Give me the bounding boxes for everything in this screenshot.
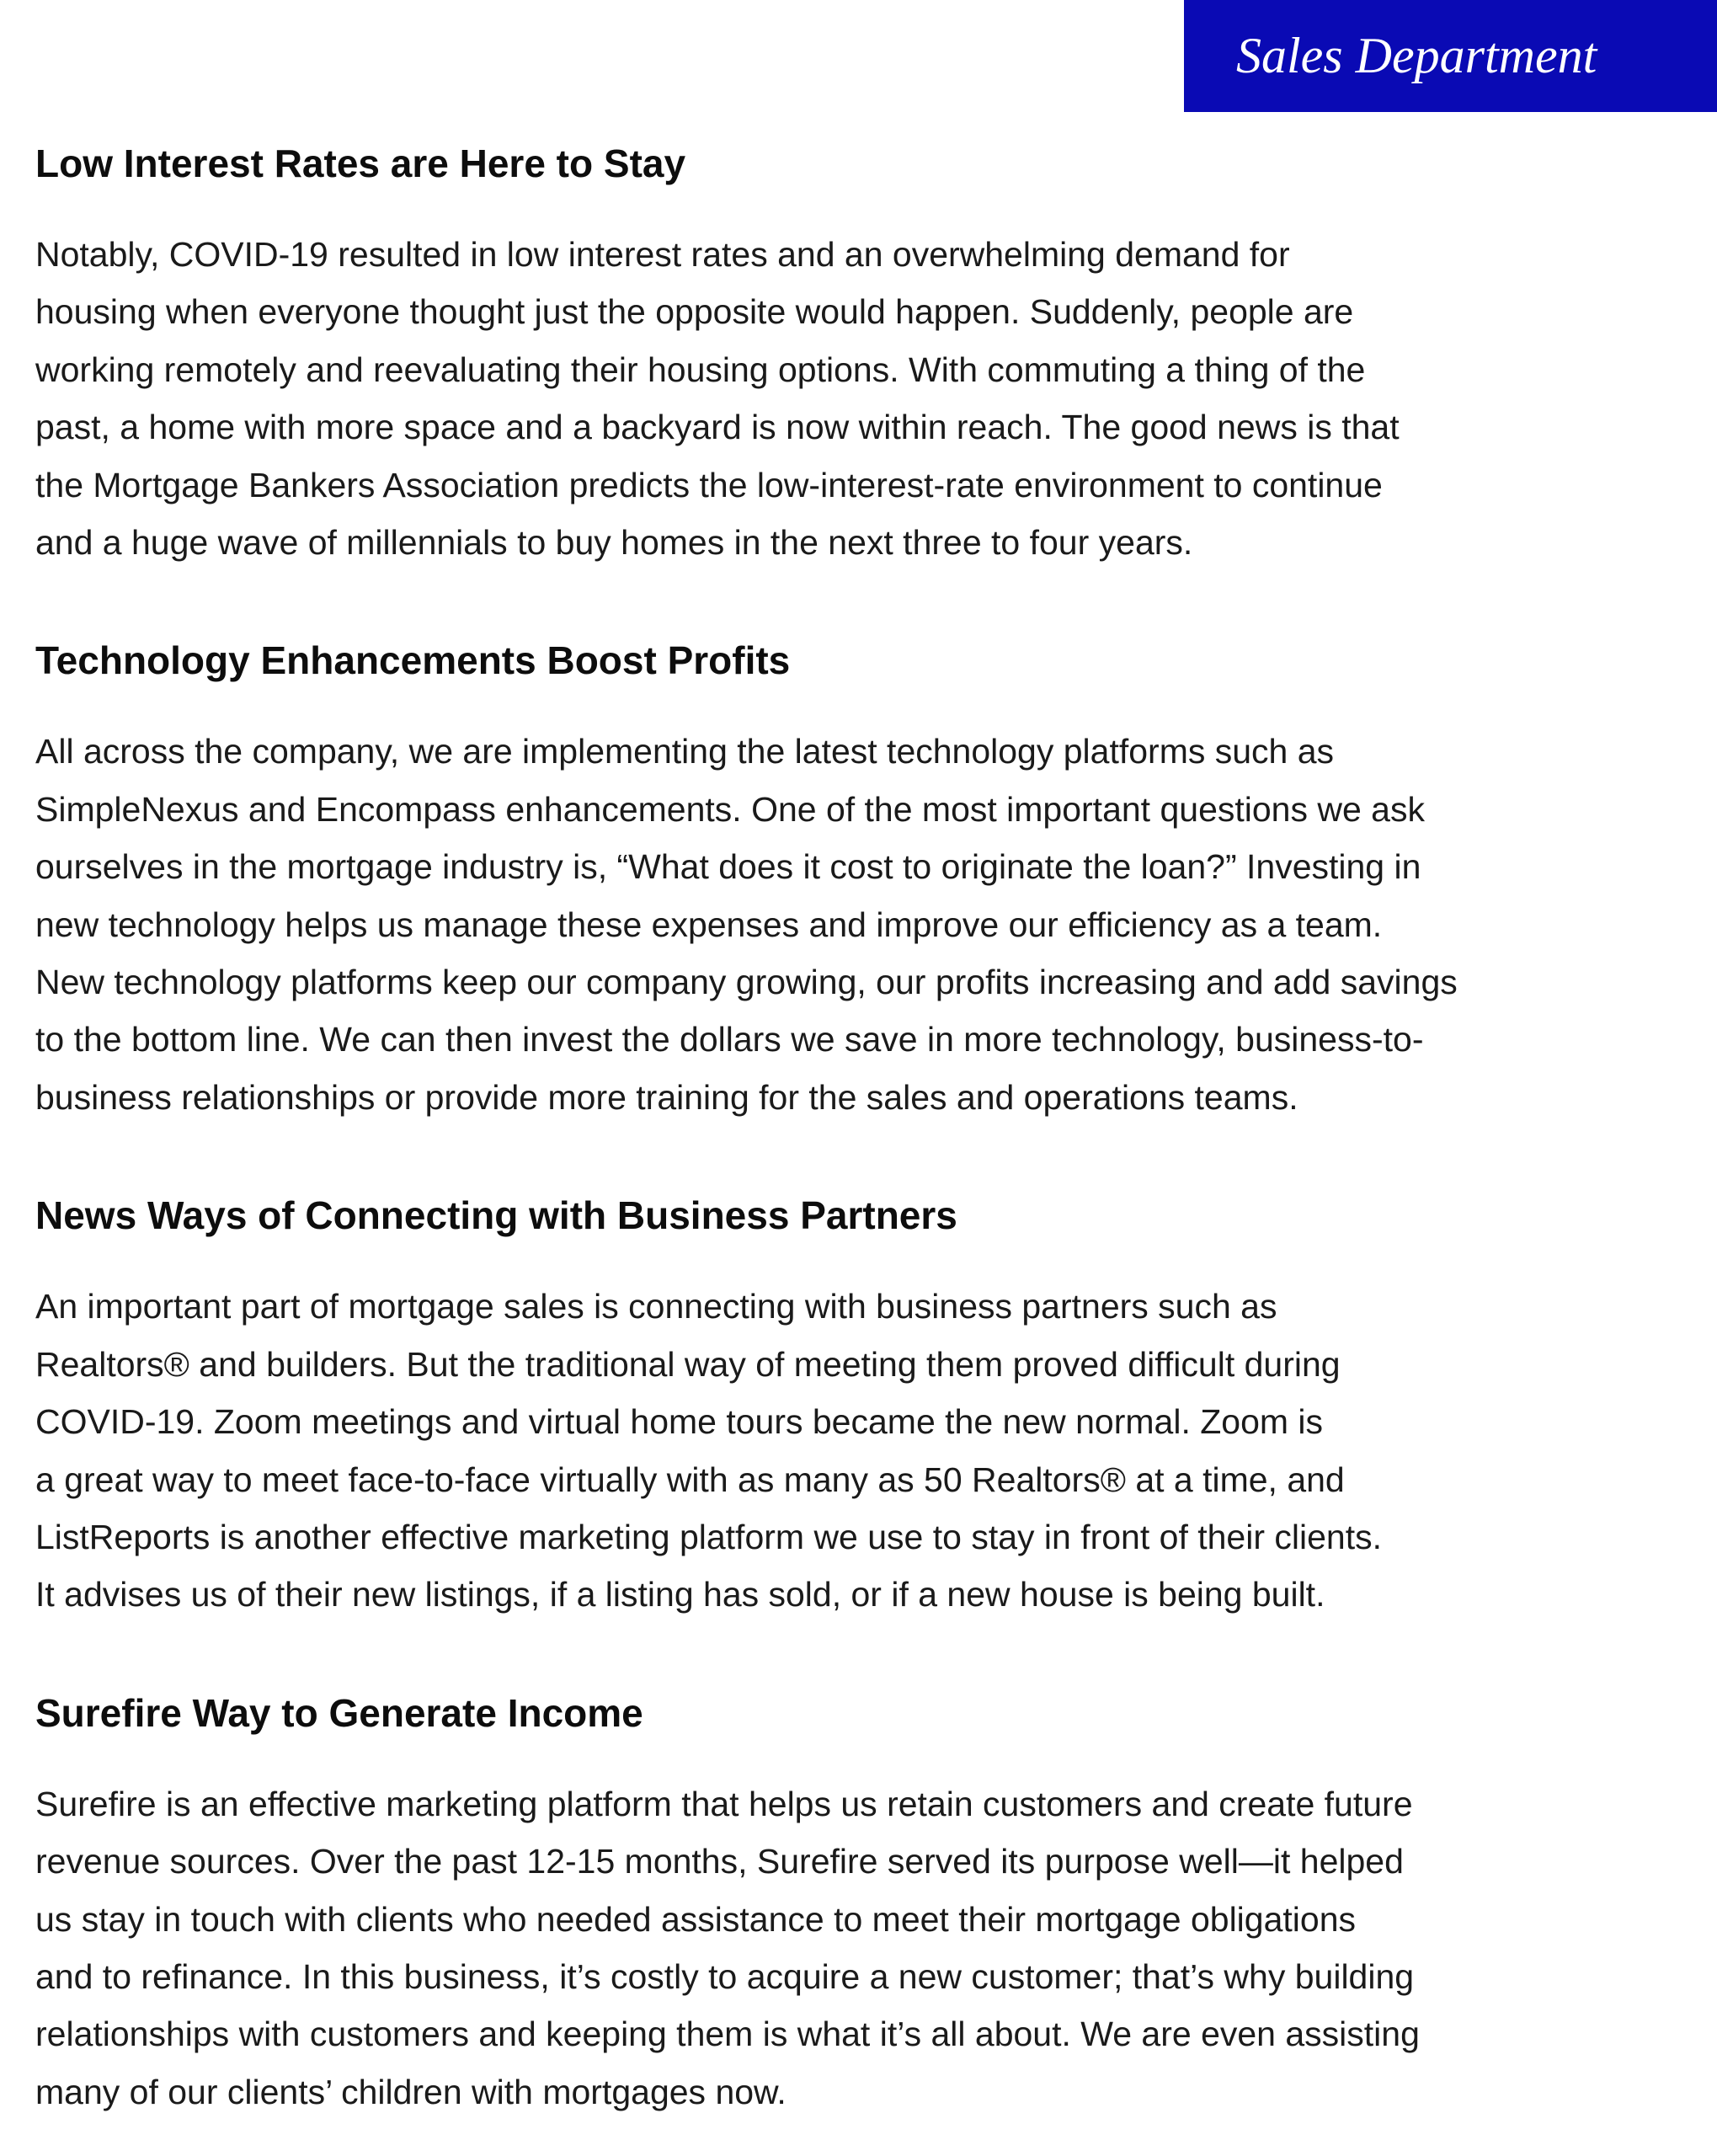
paragraph-line: revenue sources. Over the past 12-15 months, Surefire served its purpose well—it helped	[35, 1842, 1404, 1881]
department-title: Sales Department	[1236, 28, 1597, 83]
paragraph-line: SimpleNexus and Encompass enhancements. One of the most important questions we ask	[35, 789, 1425, 829]
section-paragraph	[35, 1278, 1669, 1623]
paragraph-line: us stay in touch with clients who needed assistance to meet their mortgage obligations	[35, 1899, 1356, 1939]
section-business-partners	[35, 1187, 1669, 1623]
paragraph-line: a great way to meet face-to-face virtually with as many as 50 Realtors® at a time, and	[35, 1460, 1345, 1499]
paragraph-line: business relationships or provide more training for the sales and operations teams.	[35, 1077, 1298, 1117]
section-heading: News Ways of Connecting with Business Partners	[35, 1193, 957, 1238]
paragraph-line: to the bottom line. We can then invest the dollars we save in more technology, business-to-	[35, 1020, 1424, 1059]
section-paragraph	[35, 226, 1669, 571]
paragraph-line: Notably, COVID-19 resulted in low interest rates and an overwhelming demand for	[35, 235, 1290, 274]
paragraph-line: All across the company, we are implementing the latest technology platforms such as	[35, 732, 1335, 771]
paragraph-line: ListReports is another effective marketing platform we use to stay in front of their clients.	[35, 1517, 1382, 1556]
section-paragraph	[35, 723, 1669, 1126]
section-paragraph	[35, 1775, 1669, 2121]
paragraph-line: relationships with customers and keeping them is what it’s all about. We are even assisting	[35, 2015, 1420, 2054]
paragraph-line: many of our clients’ children with mortgages now.	[35, 2072, 787, 2111]
paragraph-line: New technology platforms keep our company growing, our profits increasing and add savings	[35, 963, 1458, 1002]
paragraph-line: new technology helps us manage these expenses and improve our efficiency as a team.	[35, 905, 1383, 944]
paragraph-line: past, a home with more space and a backyard is now within reach. The good news is that	[35, 408, 1400, 447]
article-content	[35, 135, 1669, 2121]
paragraph-line: Realtors® and builders. But the traditional way of meeting them proved difficult during	[35, 1344, 1341, 1384]
paragraph-line: ourselves in the mortgage industry is, “What does it cost to originate the loan?” Investing in	[35, 847, 1421, 887]
department-banner	[1184, 0, 1717, 112]
paragraph-line: An important part of mortgage sales is connecting with business partners such as	[35, 1287, 1277, 1326]
paragraph-line: working remotely and reevaluating their housing options. With commuting a thing of the	[35, 350, 1366, 389]
section-low-interest-rates	[35, 135, 1669, 571]
paragraph-line: It advises us of their new listings, if a listing has sold, or if a new house is being built.	[35, 1575, 1325, 1614]
section-heading: Low Interest Rates are Here to Stay	[35, 141, 686, 185]
section-surefire-income	[35, 1684, 1669, 2121]
paragraph-line: COVID-19. Zoom meetings and virtual home tours became the new normal. Zoom is	[35, 1402, 1324, 1442]
paragraph-line: the Mortgage Bankers Association predicts the low-interest-rate environment to continue	[35, 465, 1383, 504]
paragraph-line: and a huge wave of millennials to buy homes in the next three to four years.	[35, 523, 1193, 563]
paragraph-line: Surefire is an effective marketing platform that helps us retain customers and create future	[35, 1784, 1413, 1823]
section-technology-enhancements	[35, 632, 1669, 1126]
section-heading: Technology Enhancements Boost Profits	[35, 638, 791, 683]
section-heading: Surefire Way to Generate Income	[35, 1690, 643, 1735]
paragraph-line: and to refinance. In this business, it’s costly to acquire a new customer; that’s why building	[35, 1956, 1415, 1996]
paragraph-line: housing when everyone thought just the opposite would happen. Suddenly, people are	[35, 292, 1354, 332]
